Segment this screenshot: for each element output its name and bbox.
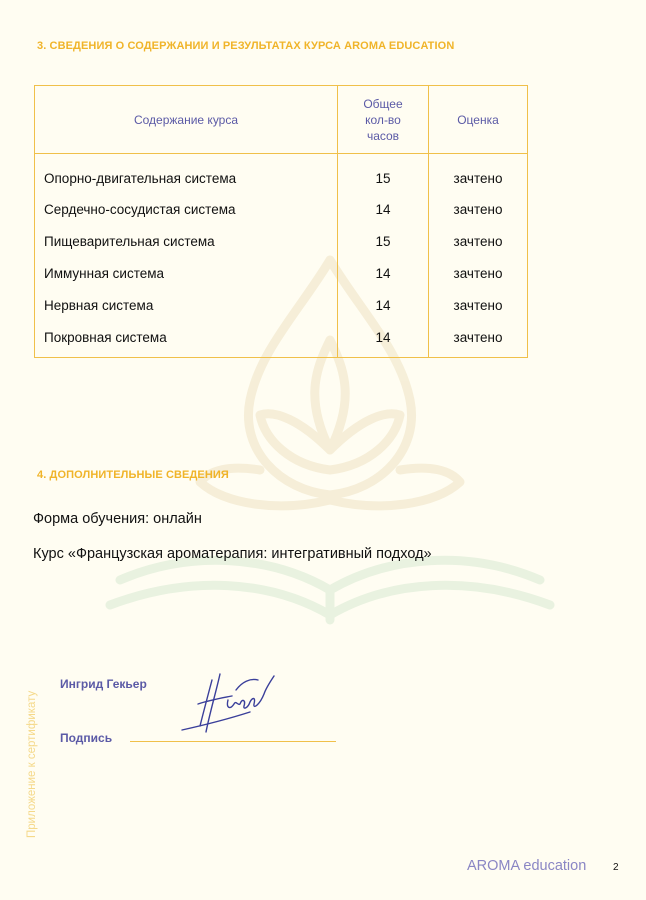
course-content-table xyxy=(34,85,528,358)
header-hours-line3: часов xyxy=(366,128,400,143)
table-row xyxy=(35,225,528,257)
row-grade: зачтено xyxy=(453,265,503,281)
table-row xyxy=(35,154,528,194)
row-hours: 15 xyxy=(338,154,429,194)
section-3-title: 3. СВЕДЕНИЯ О СОДЕРЖАНИИ И РЕЗУЛЬТАТАХ КУРСА AROMA EDUCATION xyxy=(37,40,455,52)
row-grade: зачтено xyxy=(453,329,503,345)
row-name: Пищеварительная система xyxy=(44,233,215,249)
section-4-title: 4. ДОПОЛНИТЕЛЬНЫЕ СВЕДЕНИЯ xyxy=(37,469,229,481)
signer-name: Ингрид Гекьер xyxy=(60,677,147,691)
table-row xyxy=(35,257,528,289)
side-caption: Приложение к сертификату xyxy=(26,690,38,838)
header-content: Содержание курса xyxy=(35,86,338,154)
row-name: Иммунная система xyxy=(44,265,165,281)
table-row xyxy=(35,289,528,321)
handwritten-signature-icon xyxy=(170,660,280,740)
row-hours: 14 xyxy=(338,193,429,225)
table-header-row xyxy=(35,86,528,154)
signature-label: Подпись xyxy=(60,731,113,745)
form-of-study: Форма обучения: онлайн xyxy=(33,511,202,527)
page-number: 2 xyxy=(613,862,619,873)
table-row xyxy=(35,193,528,225)
header-grade: Оценка xyxy=(429,86,528,154)
row-grade: зачтено xyxy=(453,233,503,249)
course-name: Курс «Французская ароматерапия: интегративный подход» xyxy=(33,546,432,562)
row-name: Опорно-двигательная система xyxy=(44,170,237,186)
row-hours: 14 xyxy=(338,289,429,321)
table-row xyxy=(35,321,528,358)
header-hours-line2: кол-во xyxy=(365,112,401,127)
row-grade: зачтено xyxy=(453,170,503,186)
signature-line xyxy=(130,741,336,742)
row-grade: зачтено xyxy=(453,297,503,313)
row-hours: 14 xyxy=(338,257,429,289)
row-name: Нервная система xyxy=(44,297,154,313)
header-hours xyxy=(338,86,429,154)
row-hours: 15 xyxy=(338,225,429,257)
row-hours: 14 xyxy=(338,321,429,358)
row-name: Покровная система xyxy=(44,329,167,345)
row-grade: зачтено xyxy=(453,201,503,217)
footer-brand: AROMA education xyxy=(467,858,587,874)
header-hours-line1: Общее xyxy=(363,96,403,111)
row-name: Сердечно-сосудистая система xyxy=(44,201,236,217)
